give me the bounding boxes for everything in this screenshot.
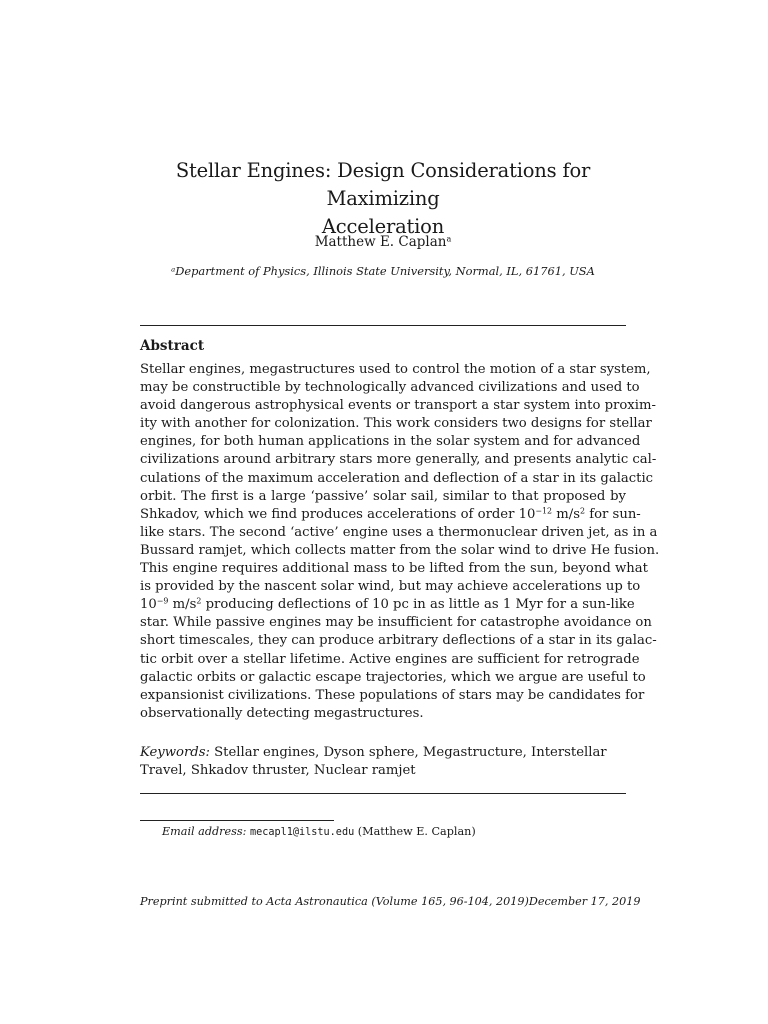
keywords-line-1 <box>140 744 626 762</box>
exponent: −9 <box>156 596 169 606</box>
exponent: 2 <box>196 596 202 606</box>
author-line <box>140 233 626 251</box>
preprint-journal: Preprint submitted to Acta Astronautica (Volume 165, 96-104, 2019) <box>140 895 529 908</box>
abstract-line: avoid dangerous astrophysical events or transport a star system into proxim- <box>140 398 656 414</box>
text-fragment: producing deflections of 10 pc in as little as 1 Myr for a sun-like <box>201 597 635 613</box>
abstract-bottom-rule <box>140 793 626 794</box>
abstract-line: This engine requires additional mass to be lifted from the sun, beyond what <box>140 561 648 577</box>
text-fragment: Shkadov, which we find produces accelerations of order 10 <box>140 506 536 522</box>
text-fragment: 10 <box>140 597 157 613</box>
abstract-line: civilizations around arbitrary stars more generally, and presents analytic cal- <box>140 452 657 468</box>
preprint-date: December 17, 2019 <box>528 895 641 908</box>
abstract-line: culations of the maximum acceleration and deflection of a star in its galactic <box>140 470 654 486</box>
title-line-2: Acceleration <box>321 215 445 238</box>
keywords <box>140 744 626 780</box>
preprint-footer <box>140 894 641 909</box>
abstract-line: galactic orbits or galactic escape trajectories, which we argue are useful to <box>140 669 646 685</box>
abstract-line-active-accel <box>140 596 635 614</box>
abstract-heading: Abstract <box>140 338 205 354</box>
abstract-line: may be constructible by technologically advanced civilizations and used to <box>140 380 640 396</box>
abstract-line: engines, for both human applications in the solar system and for advanced <box>140 434 641 450</box>
footnote <box>162 824 476 840</box>
email-address[interactable]: mecapl1@ilstu.edu <box>249 827 355 838</box>
title-line-1: Stellar Engines: Design Considerations for Maximizing <box>175 159 591 210</box>
affiliation-text: Department of Physics, Illinois State University, Normal, IL, 61761, USA <box>175 264 595 278</box>
abstract-line: Stellar engines, megastructures used to control the motion of a star system, <box>140 362 651 377</box>
abstract-line: is provided by the nascent solar wind, but may achieve accelerations up to <box>140 579 641 595</box>
keywords-text-1: Stellar engines, Dyson sphere, Megastructure, Interstellar <box>209 745 607 760</box>
abstract-line: like stars. The second ‘active’ engine uses a thermonuclear driven jet, as in a <box>140 524 658 540</box>
keywords-line-2: Travel, Shkadov thruster, Nuclear ramjet <box>140 763 416 779</box>
author-affil-mark: a <box>446 233 452 244</box>
abstract-line: tic orbit over a stellar lifetime. Active engines are sufficient for retrograde <box>140 651 640 667</box>
affiliation-mark: a <box>171 265 176 274</box>
affiliation <box>140 263 626 279</box>
abstract-line: star. While passive engines may be insufficient for catastrophe avoidance on <box>140 615 652 631</box>
abstract-line: short timescales, they can produce arbitrary deflections of a star in its galac- <box>140 633 657 649</box>
text-fragment: for sun- <box>585 506 641 522</box>
abstract-last-line: observationally detecting megastructures. <box>140 705 424 721</box>
abstract-line: Bussard ramjet, which collects matter from the solar wind to drive He fusion. <box>140 542 660 558</box>
keywords-label: Keywords: <box>140 745 210 760</box>
text-fragment: m/s <box>168 597 197 613</box>
abstract-line: ity with another for colonization. This work considers two designs for stellar <box>140 416 652 432</box>
abstract-line: expansionist civilizations. These populations of stars may be candidates for <box>140 687 645 703</box>
abstract-line: orbit. The first is a large ‘passive’ solar sail, similar to that proposed by <box>140 488 626 504</box>
exponent: −12 <box>535 506 553 516</box>
text-fragment: m/s <box>552 506 581 522</box>
author-name: Matthew E. Caplan <box>314 234 447 250</box>
exponent: 2 <box>580 506 586 516</box>
footnote-rule <box>140 820 334 821</box>
abstract-line-shkadov <box>140 506 641 524</box>
abstract-top-rule <box>140 325 626 326</box>
email-owner: (Matthew E. Caplan) <box>357 825 476 838</box>
abstract-body <box>140 361 660 723</box>
email-label: Email address: <box>162 825 247 838</box>
paper-title <box>140 157 626 241</box>
